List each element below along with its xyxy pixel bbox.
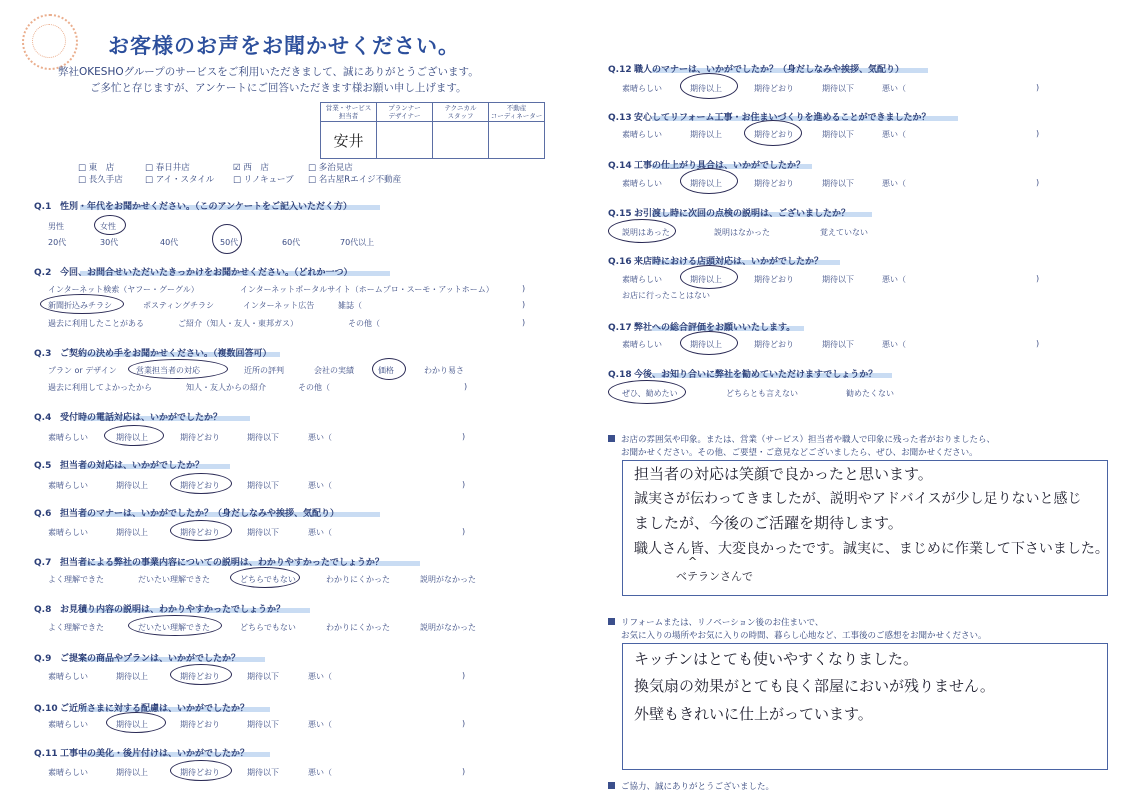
q16-option-excellent[interactable]: 素晴らしい <box>622 275 662 284</box>
page-title: お客様のお声をお聞かせください。 <box>108 34 460 58</box>
comments2-line-3: 外壁もきれいに仕上がっています。 <box>634 705 873 723</box>
q3-option-sales-staff[interactable]: 営業担当者の対応 <box>136 366 200 375</box>
q14-option-bad[interactable]: 悪い（ <box>882 179 906 188</box>
q11-option-as-expected[interactable]: 期待どおり <box>180 768 220 777</box>
question-15: Q.15 お引渡し時に次回の点検の説明は、ございましたか？ <box>608 209 851 219</box>
q5-option-excellent[interactable]: 素晴らしい <box>48 481 88 490</box>
q15-option-not-explained[interactable]: 説明はなかった <box>714 228 770 237</box>
q7-option-well[interactable]: よく理解できた <box>48 575 104 584</box>
q8-option-neutral[interactable]: どちらでもない <box>240 623 296 632</box>
q5-option-above[interactable]: 期待以上 <box>116 481 148 490</box>
q5-option-as-expected[interactable]: 期待どおり <box>180 481 220 490</box>
staff-header-sales: 営業・サービス 担当者 <box>321 103 377 122</box>
square-bullet-icon <box>608 782 615 789</box>
question-8: Q.8 お見積り内容の説明は、わかりやすかったでしょうか？ <box>34 605 286 615</box>
q7-option-neutral[interactable]: どちらでもない <box>240 575 296 584</box>
q2-option-referral[interactable]: ご紹介（知人・友人・東邦ガス） <box>178 319 298 328</box>
q11-option-bad[interactable]: 悪い（ <box>308 768 332 777</box>
question-14: Q.14 工事の仕上がり具合は、いかがでしたか？ <box>608 161 806 171</box>
q12-option-bad[interactable]: 悪い（ <box>882 84 906 93</box>
footer-thanks: ご協力、誠にありがとうございました。 <box>608 780 774 792</box>
square-bullet-icon <box>608 435 615 442</box>
q7-option-none[interactable]: 説明がなかった <box>420 575 476 584</box>
q4-option-excellent[interactable]: 素晴らしい <box>48 433 88 442</box>
q5-paren-close: ) <box>462 480 466 489</box>
staff-table <box>320 102 545 159</box>
question-6: Q.6 担当者のマナーは、いかがでしたか？（身だしなみや挨拶、気配り） <box>34 509 340 519</box>
question-7: Q.7 担当者による弊社の事業内容についての説明は、わかりやすかったでしょうか？ <box>34 558 384 568</box>
comments1-prompt-1: お店の雰囲気や印象。または、営業（サービス）担当者や職人で印象に残った者がおりましたら、 <box>608 433 995 445</box>
q7-option-mostly[interactable]: だいたい理解できた <box>138 575 210 584</box>
q14-paren-close: ) <box>1036 178 1040 187</box>
staff-header-realestate: 不動産 コーディネーター <box>489 103 545 122</box>
q1-option-20s[interactable]: 20代 <box>48 238 67 247</box>
q16-option-never-visited[interactable]: お店に行ったことはない <box>622 291 710 300</box>
question-12: Q.12 職人のマナーは、いかがでしたか？（身だしなみや挨拶、気配り） <box>608 65 905 75</box>
question-17: Q.17 弊社への総合評価をお願いいたします。 <box>608 323 796 333</box>
q1-option-male[interactable]: 男性 <box>48 222 64 231</box>
q13-option-above[interactable]: 期待以上 <box>690 130 722 139</box>
q17-option-bad[interactable]: 悪い（ <box>882 340 906 349</box>
q2-option-magazine[interactable]: 雑誌（ <box>338 301 362 310</box>
question-9: Q.9 ご提案の商品やプランは、いかがでしたか？ <box>34 654 241 664</box>
q6-option-bad[interactable]: 悪い（ <box>308 528 332 537</box>
q17-option-excellent[interactable]: 素晴らしい <box>622 340 662 349</box>
q14-option-below[interactable]: 期待以下 <box>822 179 854 188</box>
store-checkbox-nagakute[interactable]: □ 長久手店 <box>78 175 123 185</box>
store-checkbox-renocube[interactable]: □ リノキューブ <box>233 175 294 185</box>
q1-option-60s[interactable]: 60代 <box>282 238 301 247</box>
q4-paren-close: ) <box>462 432 466 441</box>
q12-option-excellent[interactable]: 素晴らしい <box>622 84 662 93</box>
q16-option-bad[interactable]: 悪い（ <box>882 275 906 284</box>
question-16: Q.16 来店時における店頭対応は、いかがでしたか？ <box>608 257 824 267</box>
q9-option-bad[interactable]: 悪い（ <box>308 672 332 681</box>
q3-option-other[interactable]: その他（ <box>298 383 330 392</box>
q12-option-as-expected[interactable]: 期待どおり <box>754 84 794 93</box>
q2-paren-close-1: ) <box>522 284 526 293</box>
comments1-note: ベテランさんで <box>676 570 753 583</box>
q2-option-newspaper-flyer[interactable]: 新聞折込みチラシ <box>48 301 112 310</box>
q1-option-40s[interactable]: 40代 <box>160 238 179 247</box>
comments2-prompt-1: リフォームまたは、リノベーション後のお住まいで、 <box>608 616 823 628</box>
q8-option-well[interactable]: よく理解できた <box>48 623 104 632</box>
q17-option-below[interactable]: 期待以下 <box>822 340 854 349</box>
q11-option-below[interactable]: 期待以下 <box>247 768 279 777</box>
staff-technical-cell[interactable] <box>433 122 489 159</box>
q2-option-posting-flyer[interactable]: ポスティングチラシ <box>143 301 215 310</box>
q13-option-excellent[interactable]: 素晴らしい <box>622 130 662 139</box>
q11-paren-close: ) <box>462 767 466 776</box>
intro-text-1: 弊社OKESHOグループのサービスをご利用いただきまして、誠にありがとうございます。 <box>58 66 479 78</box>
q2-paren-close-3: ) <box>522 318 526 327</box>
q18-option-not-recommend[interactable]: 勧めたくない <box>846 389 894 398</box>
question-4: Q.4 受付時の電話対応は、いかがでしたか？ <box>34 413 223 423</box>
q2-option-portal-site[interactable]: インターネットポータルサイト（ホームプロ・スーモ・アットホーム） <box>240 285 494 294</box>
store-checkbox-tajimi[interactable]: □ 多治見店 <box>308 163 353 173</box>
store-checkbox-istyle[interactable]: □ アイ・スタイル <box>145 175 215 185</box>
q16-option-above[interactable]: 期待以上 <box>690 275 722 284</box>
comments2-line-1: キッチンはとても使いやすくなりました。 <box>634 650 918 668</box>
q15-option-explained[interactable]: 説明はあった <box>622 228 670 237</box>
q1-option-70s[interactable]: 70代以上 <box>340 238 375 247</box>
q10-option-excellent[interactable]: 素晴らしい <box>48 720 88 729</box>
q10-option-as-expected[interactable]: 期待どおり <box>180 720 220 729</box>
square-bullet-icon <box>608 618 615 625</box>
q17-option-as-expected[interactable]: 期待どおり <box>754 340 794 349</box>
q17-option-above[interactable]: 期待以上 <box>690 340 722 349</box>
q6-option-above[interactable]: 期待以上 <box>116 528 148 537</box>
q3-paren-close: ) <box>464 382 468 391</box>
store-checkbox-kasugai[interactable]: □ 春日井店 <box>145 163 190 173</box>
q12-option-above[interactable]: 期待以上 <box>690 84 722 93</box>
q10-option-below[interactable]: 期待以下 <box>247 720 279 729</box>
q3-option-clarity[interactable]: わかり易さ <box>424 366 464 375</box>
q4-option-as-expected[interactable]: 期待どおり <box>180 433 220 442</box>
q3-option-track-record[interactable]: 会社の実績 <box>314 366 354 375</box>
q3-option-reputation[interactable]: 近所の評判 <box>244 366 284 375</box>
insert-caret-icon: ^ <box>688 555 698 568</box>
q10-option-above[interactable]: 期待以上 <box>116 720 148 729</box>
staff-realestate-cell[interactable] <box>489 122 545 159</box>
question-2: Q.2 今回、お問合せいただいたきっかけをお聞かせください。（どれか一つ） <box>34 268 353 278</box>
q15-option-dont-remember[interactable]: 覚えていない <box>820 228 868 237</box>
q9-option-above[interactable]: 期待以上 <box>116 672 148 681</box>
store-checkbox-nishi[interactable]: ☑ 西 店 <box>233 163 269 173</box>
q3-option-past-use[interactable]: 過去に利用してよかったから <box>48 383 152 392</box>
staff-header-planner: プランナー デザイナー <box>377 103 433 122</box>
comments1-prompt-2: お聞かせください。その他、ご要望・ご意見などございましたら、ぜひ、お聞かせください。 <box>621 448 978 458</box>
q2-paren-close-2: ) <box>522 300 526 309</box>
question-5: Q.5 担当者の対応は、いかがでしたか？ <box>34 461 205 471</box>
comments2-line-2: 換気扇の効果がとても良く部屋においが残りません。 <box>634 677 995 695</box>
q7-option-unclear[interactable]: わかりにくかった <box>326 575 390 584</box>
q9-option-below[interactable]: 期待以下 <box>247 672 279 681</box>
q13-option-as-expected[interactable]: 期待どおり <box>754 130 794 139</box>
q14-option-as-expected[interactable]: 期待どおり <box>754 179 794 188</box>
question-3: Q.3 ご契約の決め手をお聞かせください。（複数回答可） <box>34 349 272 359</box>
question-1: Q.1 性別・年代をお聞かせください。（このアンケートをご記入いただく方） <box>34 202 352 212</box>
q5-option-below[interactable]: 期待以下 <box>247 481 279 490</box>
q6-option-below[interactable]: 期待以下 <box>247 528 279 537</box>
q16-option-as-expected[interactable]: 期待どおり <box>754 275 794 284</box>
question-10: Q.10 ご近所さまに対する配慮は、いかがでしたか？ <box>34 704 250 714</box>
q10-option-bad[interactable]: 悪い（ <box>308 720 332 729</box>
company-stamp <box>22 14 78 70</box>
q14-option-excellent[interactable]: 素晴らしい <box>622 179 662 188</box>
q18-option-neutral[interactable]: どちらとも言えない <box>726 389 798 398</box>
q1-option-30s[interactable]: 30代 <box>100 238 119 247</box>
question-11: Q.11 工事中の美化・後片付けは、いかがでしたか？ <box>34 749 250 759</box>
q16-option-below[interactable]: 期待以下 <box>822 275 854 284</box>
q5-option-bad[interactable]: 悪い（ <box>308 481 332 490</box>
q12-paren-close: ) <box>1036 83 1040 92</box>
store-checkbox-higashi[interactable]: □ 東 店 <box>78 163 115 173</box>
q8-option-none[interactable]: 説明がなかった <box>420 623 476 632</box>
staff-header-technical: テクニカル スタッフ <box>433 103 489 122</box>
q16-paren-close: ) <box>1036 274 1040 283</box>
comments2-prompt-2: お気に入りの場所やお気に入りの時間、暮らし心地など、工事後のご感想をお聞かせください。 <box>621 631 987 641</box>
comments1-line-3: ましたが、今後のご活躍を期待します。 <box>634 514 903 532</box>
q2-option-past-use[interactable]: 過去に利用したことがある <box>48 319 144 328</box>
q8-option-mostly[interactable]: だいたい理解できた <box>138 623 210 632</box>
store-checkbox-nagoya[interactable]: □ 名古屋Rエイジ不動産 <box>308 175 402 185</box>
q9-option-excellent[interactable]: 素晴らしい <box>48 672 88 681</box>
q6-option-excellent[interactable]: 素晴らしい <box>48 528 88 537</box>
comments1-line-4: 職人さん皆、大変良かったです。誠実に、まじめに作業して下さいました。 <box>634 541 1109 557</box>
q6-option-as-expected[interactable]: 期待どおり <box>180 528 220 537</box>
q8-option-unclear[interactable]: わかりにくかった <box>326 623 390 632</box>
q11-option-above[interactable]: 期待以上 <box>116 768 148 777</box>
q3-option-price[interactable]: 価格 <box>378 366 394 375</box>
q13-paren-close: ) <box>1036 129 1040 138</box>
comments1-line-2: 誠実さが伝わってきましたが、説明やアドバイスが少し足りないと感じ <box>634 491 1082 507</box>
q11-option-excellent[interactable]: 素晴らしい <box>48 768 88 777</box>
q2-option-internet-ad[interactable]: インターネット広告 <box>243 301 315 310</box>
q1-option-50s[interactable]: 50代 <box>220 238 239 247</box>
intro-text-2: ご多忙と存じますが、アンケートにご回答いただきます様お願い申し上げます。 <box>90 82 467 94</box>
q18-option-recommend[interactable]: ぜひ、勧めたい <box>622 389 678 398</box>
comments1-line-1: 担当者の対応は笑顔で良かったと思います。 <box>634 465 933 483</box>
question-18: Q.18 今後、お知り合いに弊社を勧めていただけますでしょうか？ <box>608 370 878 380</box>
q1-option-female[interactable]: 女性 <box>100 222 116 231</box>
q12-option-below[interactable]: 期待以下 <box>822 84 854 93</box>
staff-planner-cell[interactable] <box>377 122 433 159</box>
q17-paren-close: ) <box>1036 339 1040 348</box>
q4-option-above[interactable]: 期待以上 <box>116 433 148 442</box>
question-13: Q.13 安心してリフォーム工事・お住まいづくりを進めることができましたか？ <box>608 113 931 123</box>
q4-option-bad[interactable]: 悪い（ <box>308 433 332 442</box>
q3-option-referral[interactable]: 知人・友人からの紹介 <box>186 383 266 392</box>
q14-option-above[interactable]: 期待以上 <box>690 179 722 188</box>
q13-option-bad[interactable]: 悪い（ <box>882 130 906 139</box>
q3-option-plan-design[interactable]: プラン or デザイン <box>48 366 117 375</box>
q10-paren-close: ) <box>462 719 466 728</box>
q6-paren-close: ) <box>462 527 466 536</box>
q4-option-below[interactable]: 期待以下 <box>247 433 279 442</box>
q9-paren-close: ) <box>462 671 466 680</box>
q9-option-as-expected[interactable]: 期待どおり <box>180 672 220 681</box>
q2-option-other[interactable]: その他（ <box>348 319 380 328</box>
q13-option-below[interactable]: 期待以下 <box>822 130 854 139</box>
staff-signature[interactable]: 安井 <box>321 122 377 159</box>
q2-option-internet-search[interactable]: インターネット検索（ヤフー・グーグル） <box>48 285 199 294</box>
